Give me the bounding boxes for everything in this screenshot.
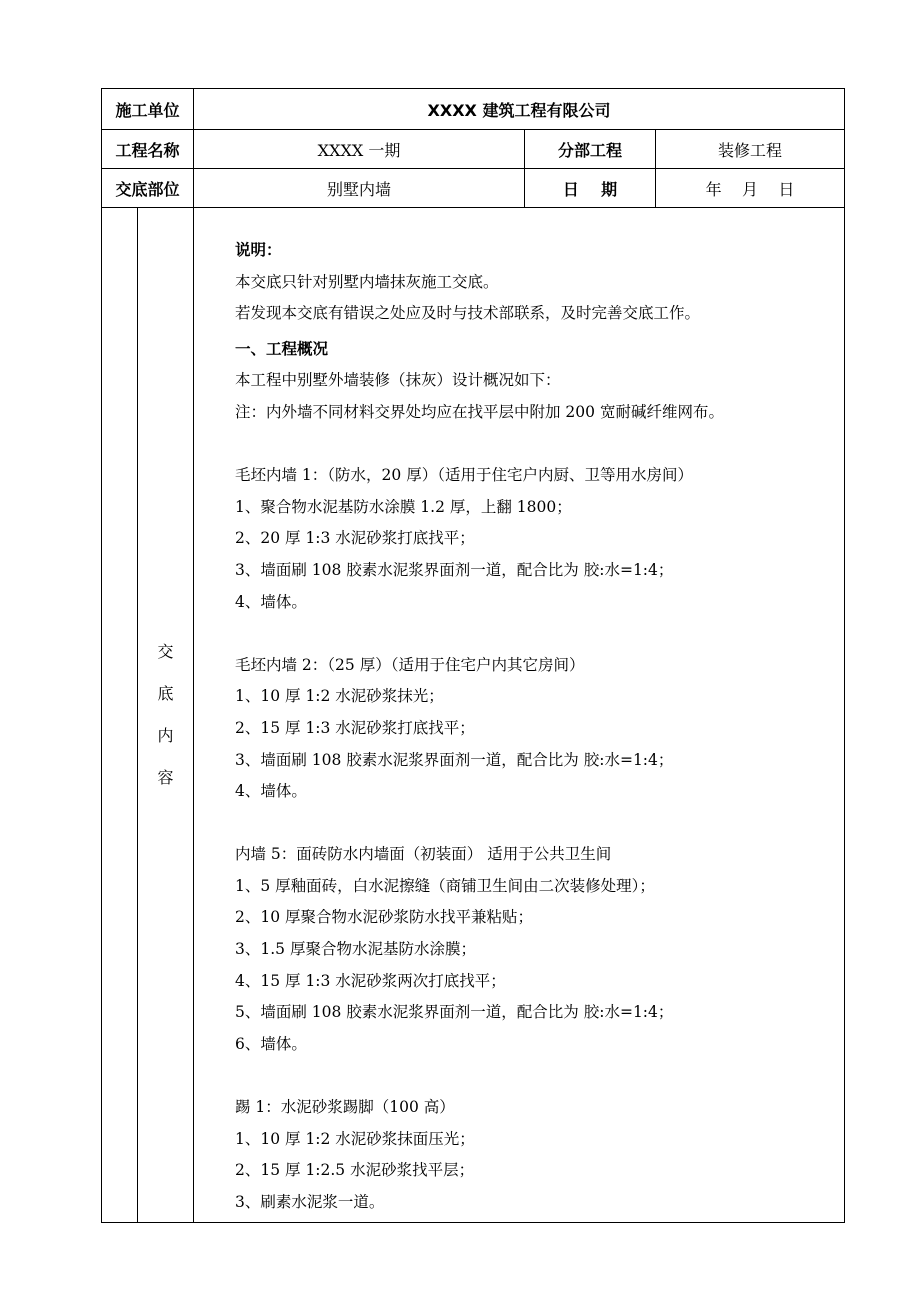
group-item: 2、15 厚 1:2.5 水泥砂浆找平层； [235,1161,475,1180]
row-disclosure-content [102,208,845,1223]
date-label: 日 期 [525,169,656,208]
note-line: 若发现本交底有错误之处应及时与技术部联系，及时完善交底工作。 [235,304,701,323]
note-line: 本交底只针对别墅内墙抹灰施工交底。 [235,272,499,291]
overview-line: 注：内外墙不同材料交界处均应在找平层中附加 200 宽耐碱纤维网布。 [235,402,724,421]
date-value: 年 月 日 [656,169,845,208]
group-item: 3、刷素水泥浆一道。 [235,1192,385,1211]
sub-project-value: 装修工程 [656,130,845,169]
project-name-value: XXXX 一期 [194,130,525,169]
sub-project-label: 分部工程 [525,130,656,169]
side-label-cell [102,208,194,1223]
disclosure-content-cell [194,208,845,1223]
construction-unit-label: 施工单位 [102,89,194,130]
group-item: 2、10 厚聚合物水泥砂浆防水找平兼粘贴； [235,908,534,927]
group-title: 毛坯内墙 2：（25 厚）（适用于住宅户内其它房间） [235,655,585,674]
group-item: 4、墙体。 [235,782,307,801]
note-title: 说明： [235,241,282,259]
row-project-name [102,130,845,169]
disclosure-part-value: 别墅内墙 [194,169,525,208]
row-construction-unit [102,89,845,130]
overview-line: 本工程中别墅外墙装修（抹灰）设计概况如下： [235,371,561,390]
disclosure-form-table [101,88,845,1223]
group-item: 1、10 厚 1:2 水泥砂浆抹面压光； [235,1129,475,1148]
side-label-text: 交底内容 [157,642,174,787]
content-body [194,208,844,1218]
group-title: 踢 1：水泥砂浆踢脚（100 高） [235,1098,455,1117]
group-title: 内墙 5：面砖防水内墙面（初装面） 适用于公共卫生间 [235,845,612,864]
group-item: 5、墙面刷 108 胶素水泥浆界面剂一道，配合比为 胶:水=1:4； [235,1003,674,1022]
disclosure-part-label: 交底部位 [102,169,194,208]
project-name-label: 工程名称 [102,130,194,169]
group-title: 毛坯内墙 1：（防水，20 厚）（适用于住宅户内厨、卫等用水房间） [235,466,693,485]
group-item: 2、20 厚 1:3 水泥砂浆打底找平； [235,529,475,548]
group-item: 6、墙体。 [235,1034,307,1053]
group-item: 4、15 厚 1:3 水泥砂浆两次打底找平； [235,971,506,990]
group-item: 1、5 厚釉面砖，白水泥擦缝（商铺卫生间由二次装修处理）； [235,876,655,895]
group-item: 2、15 厚 1:3 水泥砂浆打底找平； [235,718,475,737]
group-item: 3、1.5 厚聚合物水泥基防水涂膜； [235,940,476,959]
group-item: 1、聚合物水泥基防水涂膜 1.2 厚，上翻 1800； [235,497,572,516]
group-item: 3、墙面刷 108 胶素水泥浆界面剂一道，配合比为 胶:水=1:4； [235,750,674,769]
group-item: 1、10 厚 1:2 水泥砂浆抹光； [235,687,444,706]
row-disclosure-part [102,169,845,208]
construction-unit-value: XXXX 建筑工程有限公司 [194,89,845,130]
section-title: 一、工程概况 [235,339,329,358]
group-item: 4、墙体。 [235,592,307,611]
group-item: 3、墙面刷 108 胶素水泥浆界面剂一道，配合比为 胶:水=1:4； [235,560,674,579]
